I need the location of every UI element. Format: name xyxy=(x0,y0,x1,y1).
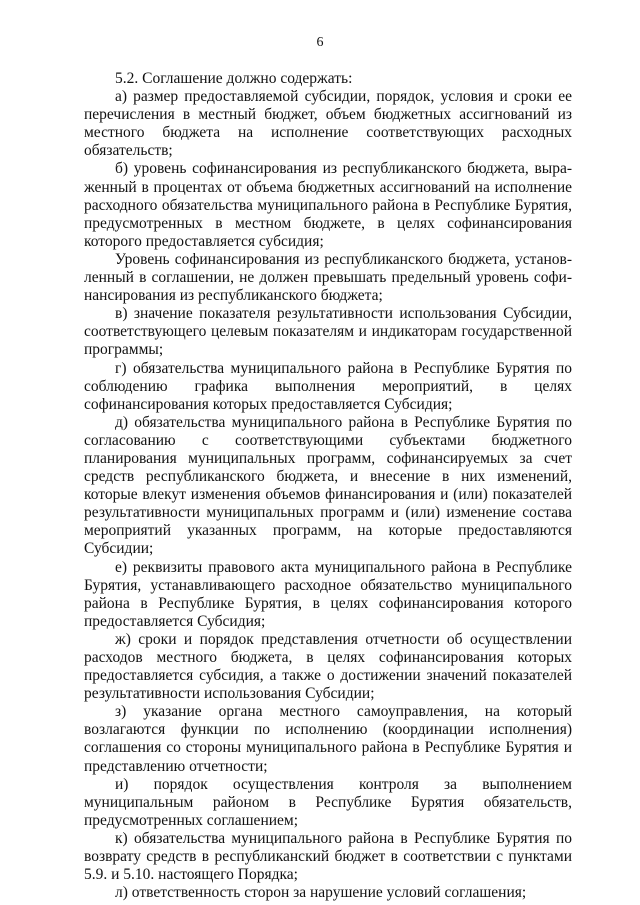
paragraph-cofinancing-level: Уровень софинансирования из республиканского бюджета, установленный в соглашении, не должен превышать предельный уровень софинансирования из республиканского бюджета; xyxy=(84,250,572,305)
paragraph-item-b: б) уровень софинансирования из республиканского бюджета, выраженный в процентах от объема бюджетных ассигнований на исполнение расходного обязательства муниципального района в Республике Бурятия, предусмотренных в местном бюджете, в целях софинансирования которого предоставляется субсидия; xyxy=(84,160,572,250)
paragraph-5-2-heading: 5.2. Соглашение должно содержать: xyxy=(115,70,353,87)
paragraph-item-g: г) обязательства муниципального района в Республике Бурятия по соблюдению графика выполнения мероприятий, в целях софинансирования которых предоставляется Субсидия; xyxy=(84,359,572,413)
paragraph-item-e: е) реквизиты правового акта муниципального района в Республике Бурятия, устанавливающего расходное обязательство муниципального района в Республике Бурятия, в целях софинансирования которого предоставляется Субсидия; xyxy=(84,558,572,630)
page-number: 6 xyxy=(316,35,324,50)
paragraph-item-z: з) указание органа местного самоуправления, на который возлагаются функции по исполнению (координации исполнения) соглашения со стороны муниципального района в Республике Бурятия и представлению отчетности; xyxy=(84,703,572,775)
paragraph-item-i: и) порядок осуществления контроля за выполнением муниципальным районом в Республике Бурятия обязательств, предусмотренных соглашением; xyxy=(84,775,572,829)
paragraph-item-d: д) обязательства муниципального района в Республике Бурятия по согласованию с соответствующими субъектами бюджетного планирования муниципальных программ, софинансируемых за счет средств республиканского бюджета, и внесение в них изменений, которые влекут изменения объемов финансирования и (или) показателей результативности муниципальных программ и (или) изменение состава мероприятий указанных программ, на которые предоставляются Субсидии; xyxy=(84,413,572,558)
paragraph-item-k: к) обязательства муниципального района в Республике Бурятия по возврату средств в республиканский бюджет в соответствии с пунктами 5.9. и 5.10. настоящего Порядка; xyxy=(84,829,572,884)
paragraph-item-l: л) ответственность сторон за нарушение условий соглашения; xyxy=(115,884,527,902)
paragraph-item-zh: ж) сроки и порядок представления отчетности об осуществлении расходов местного бюджета, в целях софинансирования которых предоставляется субсидия, а также о достижении значений показателей результативности использования Субсидии; xyxy=(84,630,572,703)
document-body xyxy=(84,70,572,902)
paragraph-item-v: в) значение показателя результативности использования Субсидии, соответствующего целевым показателям и индикаторам государственной программы; xyxy=(84,305,572,359)
paragraph-item-a: а) размер предоставляемой субсидии, порядок, условия и сроки ее перечисления в местный бюджет, объем бюджетных ассигнований из местного бюджета на исполнение соответствующих расходных обязательств; xyxy=(84,88,572,160)
